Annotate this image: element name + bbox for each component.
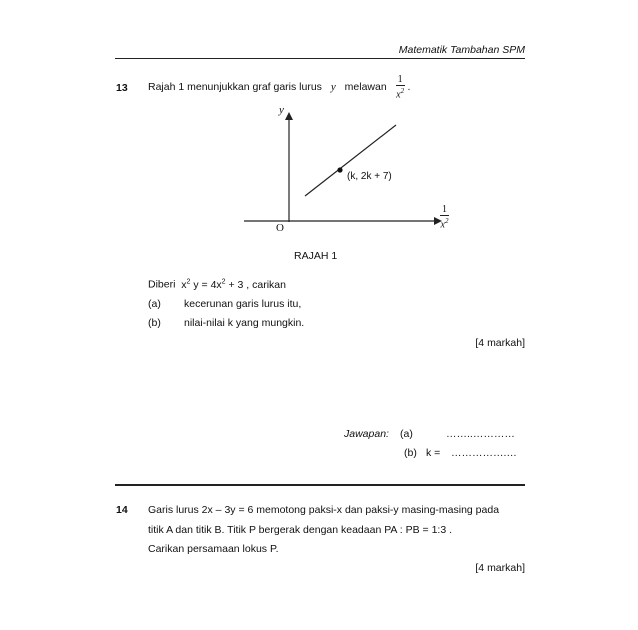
- fraction-den-exp: 2: [400, 87, 405, 96]
- question-13-var-y: y: [330, 81, 336, 93]
- question-13-number: 13: [116, 82, 128, 94]
- graph-x-axis-label: [440, 204, 449, 230]
- x-axis-fraction: [440, 204, 449, 230]
- graph-origin-label: O: [276, 222, 284, 234]
- question-14-line-1: Garis lurus 2x – 3y = 6 memotong paksi-x dan paksi-y masing-masing pada: [148, 504, 500, 516]
- given-equation: [181, 279, 286, 291]
- point-k-marker: [337, 167, 342, 172]
- answer-b-k-equals: k =: [426, 447, 441, 459]
- question-divider: [115, 484, 525, 486]
- fraction-den-base: x: [396, 89, 401, 101]
- graph-caption: RAJAH 1: [294, 250, 338, 262]
- question-13-given: [148, 278, 286, 291]
- answer-b-label: (b): [404, 447, 417, 459]
- answer-label: Jawapan:: [344, 428, 389, 440]
- given-eq-part3: + 3 , carikan: [225, 278, 286, 291]
- part-b-text: nilai-nilai k yang mungkin.: [184, 317, 305, 329]
- given-eq-exp1: 2: [186, 278, 191, 285]
- page-header-title: Matematik Tambahan SPM: [398, 44, 525, 56]
- fraction-numerator: 1: [397, 74, 403, 86]
- answer-a-blank[interactable]: ……..…………: [446, 428, 515, 440]
- x-axis-fraction-denominator: [440, 216, 449, 230]
- question-13-period: .: [407, 81, 411, 93]
- given-prefix: Diberi: [148, 278, 176, 291]
- question-14-line-3: Carikan persamaan lokus P.: [148, 543, 279, 555]
- given-eq-part1: x: [181, 278, 187, 291]
- graph-point-label: (k, 2k + 7): [347, 171, 392, 182]
- part-a-text: kecerunan garis lurus itu,: [184, 298, 302, 310]
- question-14-number: 14: [116, 504, 128, 516]
- question-13-marks: [4 markah]: [475, 337, 525, 349]
- x-axis-fraction-numerator: 1: [442, 204, 447, 215]
- straight-line-graph: [305, 125, 396, 196]
- answer-a-label: (a): [400, 428, 413, 440]
- question-14-marks: [4 markah]: [475, 562, 525, 574]
- x-axis-den-base: x: [440, 219, 445, 231]
- question-13-intro: Rajah 1 menunjukkan graf garis lurus: [148, 81, 322, 93]
- given-eq-part2: y = 4x: [190, 278, 222, 291]
- answer-b-blank[interactable]: …………….…: [451, 447, 517, 459]
- x-axis-den-exp: 2: [444, 217, 449, 225]
- part-b-label: (b): [148, 317, 161, 329]
- graph-y-axis-label: y: [279, 104, 284, 116]
- question-13-versus: melawan: [344, 81, 387, 93]
- question-14-line-2: titik A dan titik B. Titik P bergerak dengan keadaan PA : PB = 1:3 .: [148, 524, 453, 536]
- part-a-label: (a): [148, 298, 161, 310]
- given-eq-exp2: 2: [221, 278, 226, 285]
